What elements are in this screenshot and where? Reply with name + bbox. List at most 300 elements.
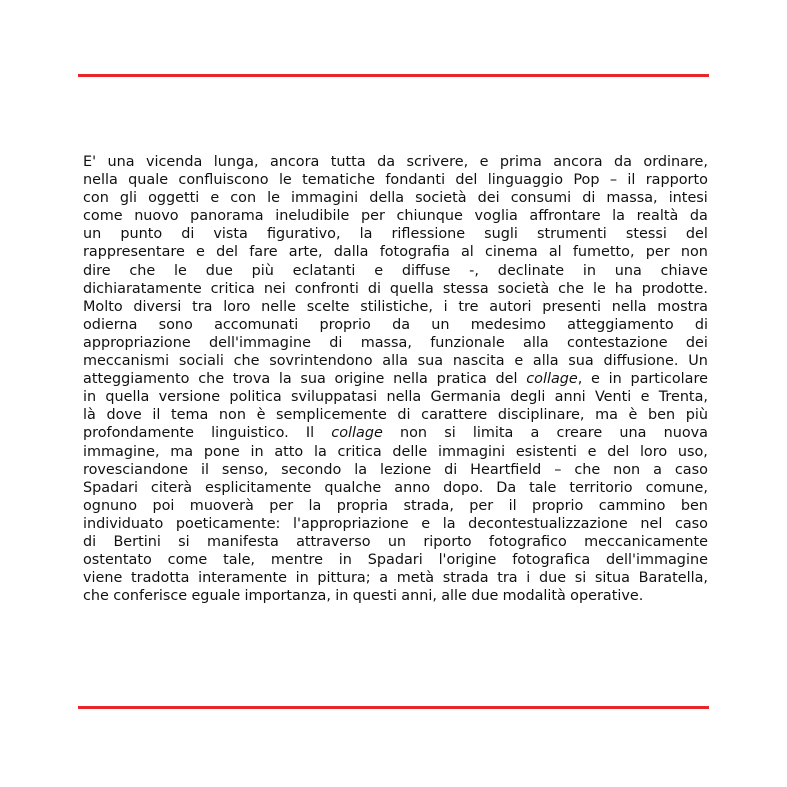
body-paragraph xyxy=(83,153,708,605)
word: più xyxy=(251,262,274,279)
word: chiave xyxy=(660,262,708,279)
word: critica xyxy=(337,443,382,460)
word: limita xyxy=(472,425,514,442)
word: dell'immagine xyxy=(606,552,708,569)
word: proprio xyxy=(531,497,584,514)
word: un xyxy=(387,533,407,550)
word: immagini xyxy=(291,190,359,207)
word: i xyxy=(443,298,448,315)
text-line xyxy=(83,316,708,334)
word: che xyxy=(233,353,260,370)
word: delle xyxy=(392,443,428,460)
word: società xyxy=(415,190,467,207)
word: sua xyxy=(417,353,444,370)
word: proprio xyxy=(319,316,371,333)
word: panorama xyxy=(190,208,264,225)
word: le xyxy=(267,190,280,207)
word: del xyxy=(216,244,239,261)
word: realtà xyxy=(636,208,679,225)
word: con xyxy=(230,190,257,207)
word: si xyxy=(574,570,587,587)
word: atteggiamento xyxy=(567,316,674,333)
word: le xyxy=(278,172,292,189)
word: in xyxy=(338,552,352,569)
word: la xyxy=(354,461,368,478)
word: per xyxy=(645,244,670,261)
word: ma xyxy=(170,443,194,460)
word: propria xyxy=(336,497,389,514)
word: tra xyxy=(497,570,518,587)
word: che xyxy=(574,461,601,478)
word: una xyxy=(614,262,642,279)
text-line xyxy=(83,569,708,587)
word: riflessione xyxy=(391,226,466,243)
word: quella xyxy=(105,389,150,406)
word: sua xyxy=(300,371,326,388)
word: immagine, xyxy=(83,443,160,460)
word: la xyxy=(359,226,373,243)
word: il xyxy=(200,461,209,478)
word: oggetti xyxy=(148,190,200,207)
word: là xyxy=(83,407,96,424)
word: ma xyxy=(595,407,618,424)
word: e xyxy=(374,262,384,279)
word: di xyxy=(582,190,596,207)
word: il xyxy=(152,407,161,424)
text-line xyxy=(83,551,708,569)
word: anni xyxy=(554,389,586,406)
word: funzionale xyxy=(430,334,505,351)
text-line xyxy=(83,262,708,280)
word: ineludibile xyxy=(275,208,350,225)
word: stessi xyxy=(625,226,667,243)
word: Heartfield xyxy=(470,461,542,478)
word: alla xyxy=(532,353,559,370)
word: meccanicamente xyxy=(584,533,708,550)
text-line xyxy=(83,243,708,261)
word: alla xyxy=(382,353,408,370)
word: dei xyxy=(477,190,500,207)
word: in xyxy=(608,371,622,388)
word: dove xyxy=(106,407,142,424)
word: disciplinare, xyxy=(497,407,585,424)
word: ognuno xyxy=(83,497,138,514)
word: per xyxy=(361,208,385,225)
word: in xyxy=(83,389,97,406)
word: di xyxy=(367,280,381,297)
word: carattere xyxy=(421,407,488,424)
word: del xyxy=(495,371,518,388)
word: ben xyxy=(680,497,708,514)
word: nelle xyxy=(261,298,296,315)
word: fumetto, xyxy=(572,244,635,261)
word: poi xyxy=(152,497,175,514)
word: anni, xyxy=(401,588,437,605)
word: profondamente xyxy=(83,425,194,442)
word: meccanismi xyxy=(83,353,170,370)
text-line xyxy=(83,497,708,515)
word: consumi xyxy=(510,190,572,207)
word: accomunati xyxy=(214,316,299,333)
word: comune, xyxy=(645,479,708,496)
word: ha xyxy=(614,280,633,297)
word: nuova xyxy=(663,425,708,442)
word: atteggiamento xyxy=(83,371,190,388)
word: loro xyxy=(639,443,668,460)
word: modalità xyxy=(502,588,566,605)
word: ben xyxy=(648,407,676,424)
italic-term: collage xyxy=(526,371,578,388)
word: Pop xyxy=(573,172,600,189)
word: e xyxy=(591,371,600,388)
word: rappresentare xyxy=(83,244,185,261)
bottom-divider xyxy=(78,706,709,709)
word: chiunque xyxy=(396,208,463,225)
word: dichiaratamente xyxy=(83,280,202,297)
word: cammino xyxy=(598,497,666,514)
word: società xyxy=(497,280,550,297)
word: nei xyxy=(263,280,286,297)
word: e xyxy=(479,154,489,170)
word: politica xyxy=(229,389,282,406)
word: tematiche xyxy=(302,172,376,189)
word: fondanti xyxy=(385,172,446,189)
word: Venti xyxy=(594,389,632,406)
word: nella xyxy=(386,389,422,406)
word: da xyxy=(377,154,396,170)
word: in xyxy=(582,262,596,279)
word: per xyxy=(469,497,494,514)
word: esplicitamente xyxy=(205,479,312,496)
word: critica xyxy=(210,280,255,297)
word: al xyxy=(548,244,562,261)
word: viene xyxy=(83,570,123,587)
word: voglia xyxy=(474,208,518,225)
text-line xyxy=(83,533,708,551)
word: caso xyxy=(674,515,708,532)
text-line xyxy=(83,189,708,207)
text-line xyxy=(83,370,708,388)
word: e xyxy=(196,244,205,261)
word: di xyxy=(329,334,343,351)
word: strada, xyxy=(403,497,454,514)
word: presenti xyxy=(542,298,601,315)
word: interamente xyxy=(198,570,287,587)
word: -, xyxy=(469,262,479,279)
word: Molto xyxy=(83,298,123,315)
word: a xyxy=(530,425,540,442)
word: diffusione. xyxy=(603,353,679,370)
word: creare xyxy=(556,425,603,442)
word: la xyxy=(612,208,625,225)
word: del xyxy=(685,226,708,243)
word: loro xyxy=(223,298,251,315)
word: sovrintendono xyxy=(269,353,373,370)
word: a xyxy=(653,461,662,478)
word: è xyxy=(256,407,266,424)
word: cinema xyxy=(484,244,538,261)
word: senso, xyxy=(221,461,269,478)
word: vicenda xyxy=(145,154,203,170)
word: come xyxy=(83,208,123,225)
word: da xyxy=(392,316,411,333)
word: contestazione xyxy=(566,334,668,351)
word: Baratella, xyxy=(638,570,708,587)
word: quella xyxy=(389,280,434,297)
word: due xyxy=(538,570,567,587)
word: e xyxy=(640,389,650,406)
word: diversi xyxy=(133,298,182,315)
word: nel xyxy=(640,515,663,532)
word: alla xyxy=(523,334,549,351)
word: lezione xyxy=(379,461,432,478)
word: Spadari xyxy=(367,552,423,569)
word: tale xyxy=(529,479,557,496)
word: massa, xyxy=(360,334,412,351)
text-line xyxy=(83,171,708,189)
word: Spadari xyxy=(83,479,138,496)
word: mentre xyxy=(270,552,323,569)
word: non xyxy=(680,244,708,261)
word: in xyxy=(335,588,349,605)
word: dalla xyxy=(333,244,369,261)
text-line xyxy=(83,461,708,479)
word: pone xyxy=(203,443,240,460)
word: l'appropriazione xyxy=(293,515,409,532)
word: la xyxy=(313,443,327,460)
word: eclatanti xyxy=(292,262,356,279)
word: non xyxy=(613,461,641,478)
word: due xyxy=(471,588,499,605)
word: semplicemente xyxy=(276,407,387,424)
word: di xyxy=(397,407,411,424)
text-line xyxy=(83,424,708,442)
word: e xyxy=(210,190,220,207)
word: stilistiche, xyxy=(360,298,433,315)
word: sono xyxy=(158,316,193,333)
word: di xyxy=(694,316,708,333)
word: vista xyxy=(213,226,248,243)
word: importanza, xyxy=(244,588,331,605)
word: rapporto xyxy=(645,172,708,189)
text-line xyxy=(83,479,708,497)
word: di xyxy=(83,533,97,550)
italic-term: collage xyxy=(331,425,383,442)
word: tra xyxy=(192,298,213,315)
word: che xyxy=(198,371,225,388)
word: da xyxy=(689,208,708,225)
word: in xyxy=(250,443,264,460)
word: la xyxy=(278,371,292,388)
word: e xyxy=(514,353,524,370)
text-line xyxy=(83,406,708,424)
word: metà xyxy=(396,570,435,587)
word: qualche xyxy=(324,479,382,496)
word: mostra xyxy=(657,298,708,315)
word: collage, xyxy=(526,371,583,388)
word: del xyxy=(455,172,478,189)
word: nella xyxy=(83,172,118,189)
word: muoverà xyxy=(189,497,254,514)
text-line xyxy=(83,334,708,352)
word: riporto xyxy=(423,533,472,550)
word: tale, xyxy=(223,552,255,569)
word: linguaggio xyxy=(487,172,564,189)
word: citerà xyxy=(150,479,193,496)
top-divider xyxy=(78,74,709,77)
word: confluiscono xyxy=(178,172,269,189)
word: tutta xyxy=(330,154,366,170)
word: affrontare xyxy=(529,208,601,225)
word: gli xyxy=(119,190,138,207)
word: particolare xyxy=(630,371,708,388)
word: dell'immagine xyxy=(209,334,311,351)
text-line xyxy=(83,443,708,461)
word: i xyxy=(526,570,531,587)
word: non xyxy=(400,425,428,442)
word: rovesciandone xyxy=(83,461,189,478)
word: – xyxy=(554,461,562,478)
word: sua xyxy=(568,353,594,370)
word: caso xyxy=(674,461,708,478)
word: autori xyxy=(489,298,532,315)
word: al xyxy=(460,244,474,261)
word: trova xyxy=(232,371,271,388)
word: Bertini xyxy=(113,533,161,550)
word: quale xyxy=(128,172,169,189)
word: l'origine xyxy=(438,552,497,569)
word: dire xyxy=(83,262,111,279)
word: ancora xyxy=(553,154,603,170)
word: questi xyxy=(352,588,397,605)
text-line xyxy=(83,388,708,406)
word: si xyxy=(178,533,190,550)
word: non xyxy=(218,407,246,424)
word: è xyxy=(628,407,638,424)
word: le xyxy=(174,262,187,279)
word: ancora xyxy=(269,154,320,170)
word: che xyxy=(83,588,109,605)
word: confronti xyxy=(294,280,359,297)
word: come xyxy=(167,552,208,569)
word: figurativo, xyxy=(266,226,341,243)
word: scelte xyxy=(306,298,350,315)
word: nella xyxy=(393,371,428,388)
word: decontestualizzazione xyxy=(468,515,628,532)
word: medesimo xyxy=(470,316,546,333)
word: diffuse xyxy=(401,262,451,279)
word: un xyxy=(431,316,450,333)
word: manifesta xyxy=(206,533,279,550)
word: atto xyxy=(274,443,304,460)
word: alle xyxy=(441,588,467,605)
text-line xyxy=(83,352,708,370)
word: situa xyxy=(594,570,630,587)
word: le xyxy=(592,280,606,297)
word: un xyxy=(83,226,102,243)
word: dopo. xyxy=(443,479,484,496)
word: appropriazione xyxy=(83,334,191,351)
word: e xyxy=(421,515,431,532)
word: strumenti xyxy=(536,226,607,243)
word: ostentato xyxy=(83,552,152,569)
word: intesi xyxy=(668,190,708,207)
word: odierna xyxy=(83,316,138,333)
word: di xyxy=(181,226,195,243)
word: di xyxy=(444,461,458,478)
word: fotografia xyxy=(379,244,450,261)
text-line xyxy=(83,280,708,298)
word: operative. xyxy=(570,588,644,605)
word: conferisce xyxy=(113,588,188,605)
word: a xyxy=(379,570,389,587)
word: e xyxy=(587,443,597,460)
text-line xyxy=(83,207,708,225)
word: nascita xyxy=(452,353,505,370)
word: nuovo xyxy=(134,208,179,225)
word: in xyxy=(295,570,309,587)
word: versione xyxy=(158,389,221,406)
word: il xyxy=(627,172,636,189)
word: fotografica xyxy=(512,552,591,569)
word: tre xyxy=(458,298,479,315)
word: strada xyxy=(442,570,489,587)
word: eguale xyxy=(191,588,241,605)
word: prima xyxy=(499,154,542,170)
word: del xyxy=(607,443,630,460)
word: immagini xyxy=(437,443,506,460)
word: origine xyxy=(334,371,385,388)
word: Trenta, xyxy=(658,389,708,406)
word: territorio xyxy=(569,479,633,496)
word: pittura; xyxy=(317,570,371,587)
word: ordinare, xyxy=(643,154,708,170)
word: si xyxy=(444,425,456,442)
word: sviluppatasi xyxy=(291,389,378,406)
word: degli xyxy=(510,389,546,406)
word: Il xyxy=(305,425,315,442)
word: sociali xyxy=(178,353,224,370)
word: della xyxy=(369,190,405,207)
word: Da xyxy=(496,479,517,496)
word: la xyxy=(442,515,456,532)
word: che xyxy=(558,280,584,297)
text-line xyxy=(83,298,708,316)
word: esistenti xyxy=(515,443,577,460)
word: che xyxy=(129,262,156,279)
word: fotografico xyxy=(488,533,567,550)
word: – xyxy=(609,172,618,189)
word: tema xyxy=(170,407,209,424)
word: lunga, xyxy=(213,154,259,170)
word: punto xyxy=(120,226,163,243)
word: E' xyxy=(83,154,97,170)
word: declinate xyxy=(497,262,565,279)
word: nella xyxy=(611,298,647,315)
word: individuato xyxy=(83,515,164,532)
word: scrivere, xyxy=(406,154,469,170)
word: dei xyxy=(685,334,708,351)
word: uso, xyxy=(677,443,708,460)
word: tradotta xyxy=(131,570,190,587)
word: Un xyxy=(688,353,708,370)
word: da xyxy=(614,154,632,170)
word: due xyxy=(205,262,233,279)
text-line xyxy=(83,225,708,243)
word: anno xyxy=(394,479,431,496)
word: una xyxy=(107,154,135,170)
word: stessa xyxy=(442,280,489,297)
